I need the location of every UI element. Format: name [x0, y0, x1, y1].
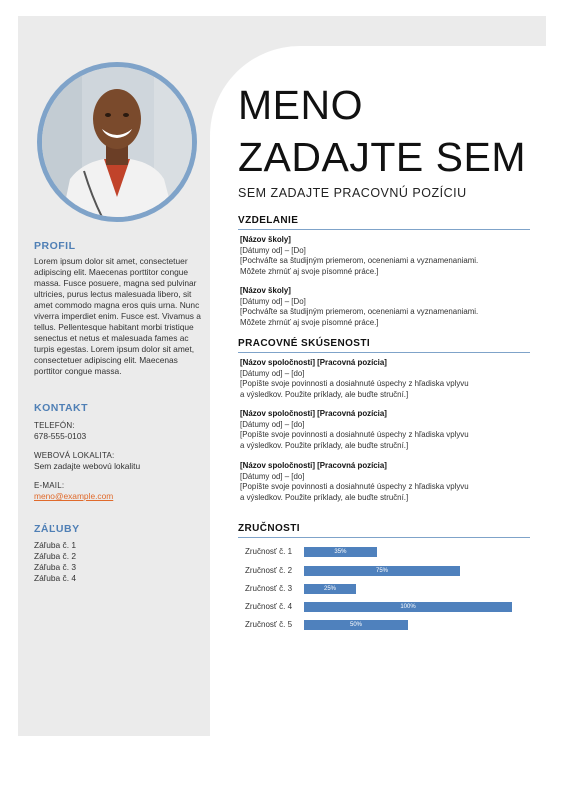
- skill-label: Zručnosť č. 5: [245, 620, 293, 629]
- education-heading: VZDELANIE: [238, 215, 299, 226]
- profile-heading: PROFIL: [34, 240, 76, 252]
- dates: [Dátumy od] – [Do]: [240, 245, 306, 255]
- skill-bar: 75%: [304, 566, 460, 576]
- person-photo-icon: [42, 67, 192, 217]
- description: [Pochváľte sa študijným priemerom, oceneniami a vyznamenaniami.: [240, 256, 479, 266]
- experience-heading: PRACOVNÉ SKÚSENOSTI: [238, 338, 371, 349]
- skill-bar: 35%: [304, 547, 377, 557]
- description: a výsledkov. Použite príklady, ale buďte struční.]: [240, 389, 409, 399]
- dates: [Dátumy od] – [do]: [240, 471, 305, 481]
- education-entry: [240, 286, 540, 328]
- phone-label: TELEFÓN:: [34, 421, 75, 430]
- phone-value: 678-555-0103: [34, 431, 87, 441]
- school-name: [Názov školy]: [240, 286, 291, 295]
- name-line-2: ZADAJTE SEM: [238, 134, 526, 180]
- hobbies-heading: ZÁĽUBY: [34, 523, 80, 535]
- dates: [Dátumy od] – [do]: [240, 368, 305, 378]
- company-position: [Názov spoločnosti] [Pracovná pozícia]: [240, 358, 387, 367]
- experience-entry: [240, 409, 540, 451]
- hobbies-list: [34, 540, 202, 584]
- skill-bar: 50%: [304, 620, 408, 630]
- contact-block: [34, 420, 202, 502]
- dates: [Dátumy od] – [Do]: [240, 296, 306, 306]
- description: a výsledkov. Použite príklady, ale buďte struční.]: [240, 440, 409, 450]
- name-line-1: MENO: [238, 82, 363, 128]
- profile-text: Lorem ipsum dolor sit amet, consectetuer adipiscing elit. Maecenas porttitor congue massa. Fusce posuere, magna sed pulvinar ultricies, purus lectus malesuada libero, sit amet commodo magna eros quis urna. Nunc viverra imperdiet enim. Fusce est. Vivamus a tellus. Pellentesque habitant morbi tristique senectus et netus et malesuada fames ac turpis egestas. Lorem ipsum dolor sit amet, consectetuer adipiscing elit. Maecenas porttitor congue massa.: [34, 256, 201, 376]
- list-item: Záľuba č. 3: [34, 562, 77, 572]
- experience-divider: [238, 352, 530, 353]
- skill-label: Zručnosť č. 1: [245, 547, 293, 556]
- contact-heading: KONTAKT: [34, 402, 89, 414]
- dates: [Dátumy od] – [do]: [240, 419, 305, 429]
- description: [Pochváľte sa študijným priemerom, oceneniami a vyznamenaniami.: [240, 307, 479, 317]
- email-label: E-MAIL:: [34, 481, 65, 490]
- profile-photo: [42, 67, 192, 217]
- description: [Popíšte svoje povinnosti a dosiahnuté úspechy z hľadiska vplyvu: [240, 430, 469, 440]
- description: [Popíšte svoje povinnosti a dosiahnuté úspechy z hľadiska vplyvu: [240, 482, 469, 492]
- skill-label: Zručnosť č. 3: [245, 584, 293, 593]
- experience-entry: [240, 461, 540, 503]
- skills-heading: ZRUČNOSTI: [238, 523, 300, 534]
- description: Môžete zhrnúť aj svoje písomné práce.]: [240, 317, 379, 327]
- job-title: SEM ZADAJTE PRACOVNÚ POZÍCIU: [238, 186, 467, 200]
- list-item: Záľuba č. 4: [34, 573, 77, 583]
- skill-label: Zručnosť č. 2: [245, 566, 293, 575]
- school-name: [Názov školy]: [240, 235, 291, 244]
- description: Môžete zhrnúť aj svoje písomné práce.]: [240, 266, 379, 276]
- list-item: Záľuba č. 1: [34, 540, 77, 550]
- skill-label: Zručnosť č. 4: [245, 602, 293, 611]
- skill-bar: 100%: [304, 602, 512, 612]
- description: [Popíšte svoje povinnosti a dosiahnuté úspechy z hľadiska vplyvu: [240, 379, 469, 389]
- web-label: WEBOVÁ LOKALITA:: [34, 451, 115, 460]
- skills-divider: [238, 537, 530, 538]
- web-value: Sem zadajte webovú lokalitu: [34, 461, 141, 471]
- skill-bar: 25%: [304, 584, 356, 594]
- company-position: [Názov spoločnosti] [Pracovná pozícia]: [240, 409, 387, 418]
- email-link[interactable]: meno@example.com: [34, 491, 114, 501]
- profile-photo-frame: [37, 62, 197, 222]
- education-divider: [238, 229, 530, 230]
- experience-entry: [240, 358, 540, 400]
- description: a výsledkov. Použite príklady, ale buďte struční.]: [240, 492, 409, 502]
- company-position: [Názov spoločnosti] [Pracovná pozícia]: [240, 461, 387, 470]
- list-item: Záľuba č. 2: [34, 551, 77, 561]
- education-entry: [240, 235, 540, 277]
